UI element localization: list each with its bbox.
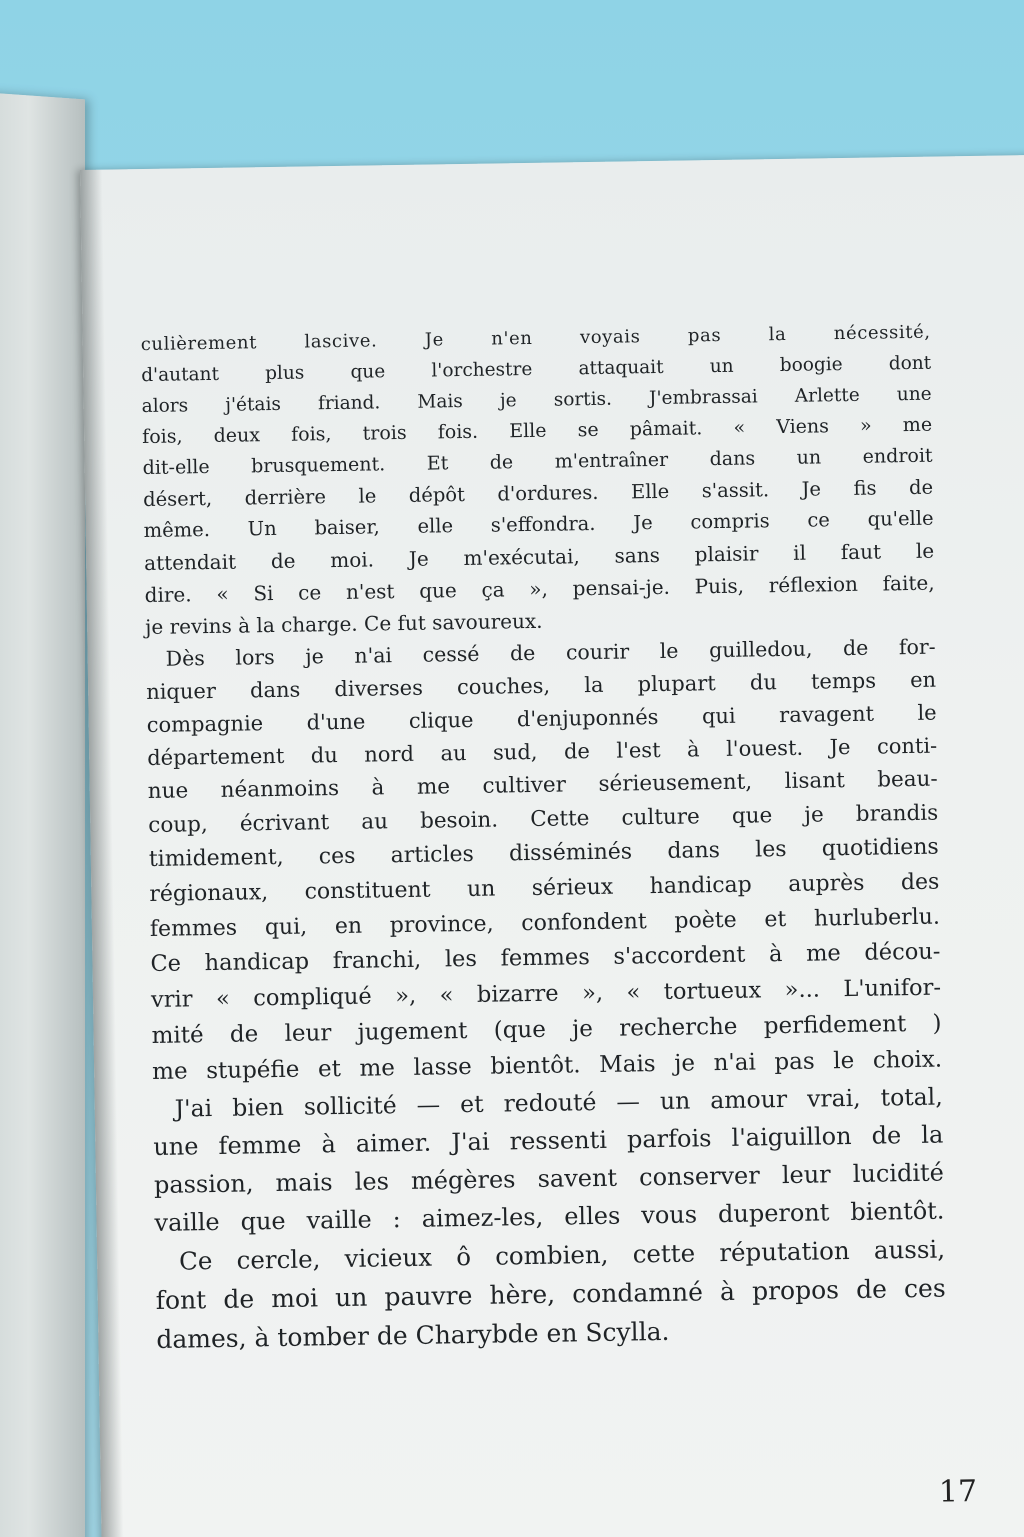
left-page-edge: [0, 91, 85, 1537]
text-line: passion, mais les mégères savent conserver leur lucidité: [153, 1158, 945, 1199]
text-line: femmes qui, en province, confondent poète et hurluberlu.: [149, 904, 941, 942]
text-line: Ce cercle, vicieux ô combien, cette réputation aussi,: [178, 1234, 946, 1276]
text-line: vaille que vaille : aimez-les, elles vous duperont bientôt.: [154, 1196, 945, 1237]
text-line: dire. « Si ce n'est que ça », pensai-je. Puis, réflexion faite,: [144, 570, 935, 608]
text-line: une femme à aimer. J'ai ressenti parfois l'aiguillon de la: [153, 1120, 944, 1161]
page-text: [141, 317, 947, 1359]
text-line: fois, deux fois, trois fois. Elle se pâmait. « Viens » me: [142, 413, 933, 449]
text-line: attendait de moi. Je m'exécutai, sans plaisir il faut le: [143, 538, 935, 576]
text-line: timidement, ces articles disséminés dans les quotidiens: [148, 834, 939, 873]
text-line: même. Un baiser, elle s'effondra. Je compris ce qu'elle: [143, 506, 934, 543]
text-line: désert, derrière le dépôt d'ordures. Elle s'assit. Je fis de: [143, 475, 934, 512]
text-line: coup, écrivant au besoin. Cette culture que je brandis: [148, 800, 939, 839]
text-line: me stupéfie et me lasse bientôt. Mais je n'ai pas le choix.: [151, 1046, 943, 1085]
text-line: J'ai bien sollicité — et redouté — un amour vrai, total,: [174, 1082, 943, 1123]
text-line: niquer dans diverses couches, la plupart du temps en: [146, 667, 937, 705]
book-page: [80, 154, 1024, 1537]
text-line: département du nord au sud, de l'est à l'ouest. Je conti-: [147, 733, 938, 771]
text-line: dit-elle brusquement. Et de m'entraîner dans un endroit: [142, 444, 933, 480]
gutter-shadow: [80, 170, 124, 1537]
text-line: alors j'étais friand. Mais je sortis. J'embrassai Arlette une: [141, 383, 932, 418]
text-line: vrir « compliqué », « bizarre », « tortueux »... L'unifor-: [150, 974, 942, 1013]
text-line: régionaux, constituent un sérieux handicap auprès des: [149, 869, 940, 907]
text-line: je revins à la charge. Ce fut savoureux.: [144, 608, 543, 640]
text-line: culièrement lascive. Je n'en voyais pas la nécessité,: [140, 321, 931, 356]
text-line: mité de leur jugement (que je recherche perfidement ): [151, 1010, 942, 1049]
text-line: compagnie d'une clique d'enjuponnés qui ravagent le: [146, 700, 937, 738]
page-number: 17: [938, 1474, 978, 1510]
text-line: d'autant plus que l'orchestre attaquait un boogie dont: [141, 352, 932, 387]
text-line: Dès lors je n'ai cessé de courir le guilledou, de for-: [165, 634, 936, 671]
text-line: font de moi un pauvre hère, condamné à propos de ces: [155, 1273, 946, 1315]
text-line: Ce handicap franchi, les femmes s'accordent à me décou-: [150, 938, 941, 977]
text-line: dames, à tomber de Charybde en Scylla.: [156, 1316, 670, 1354]
text-line: nue néanmoins à me cultiver sérieusement, lisant beau-: [147, 766, 938, 805]
